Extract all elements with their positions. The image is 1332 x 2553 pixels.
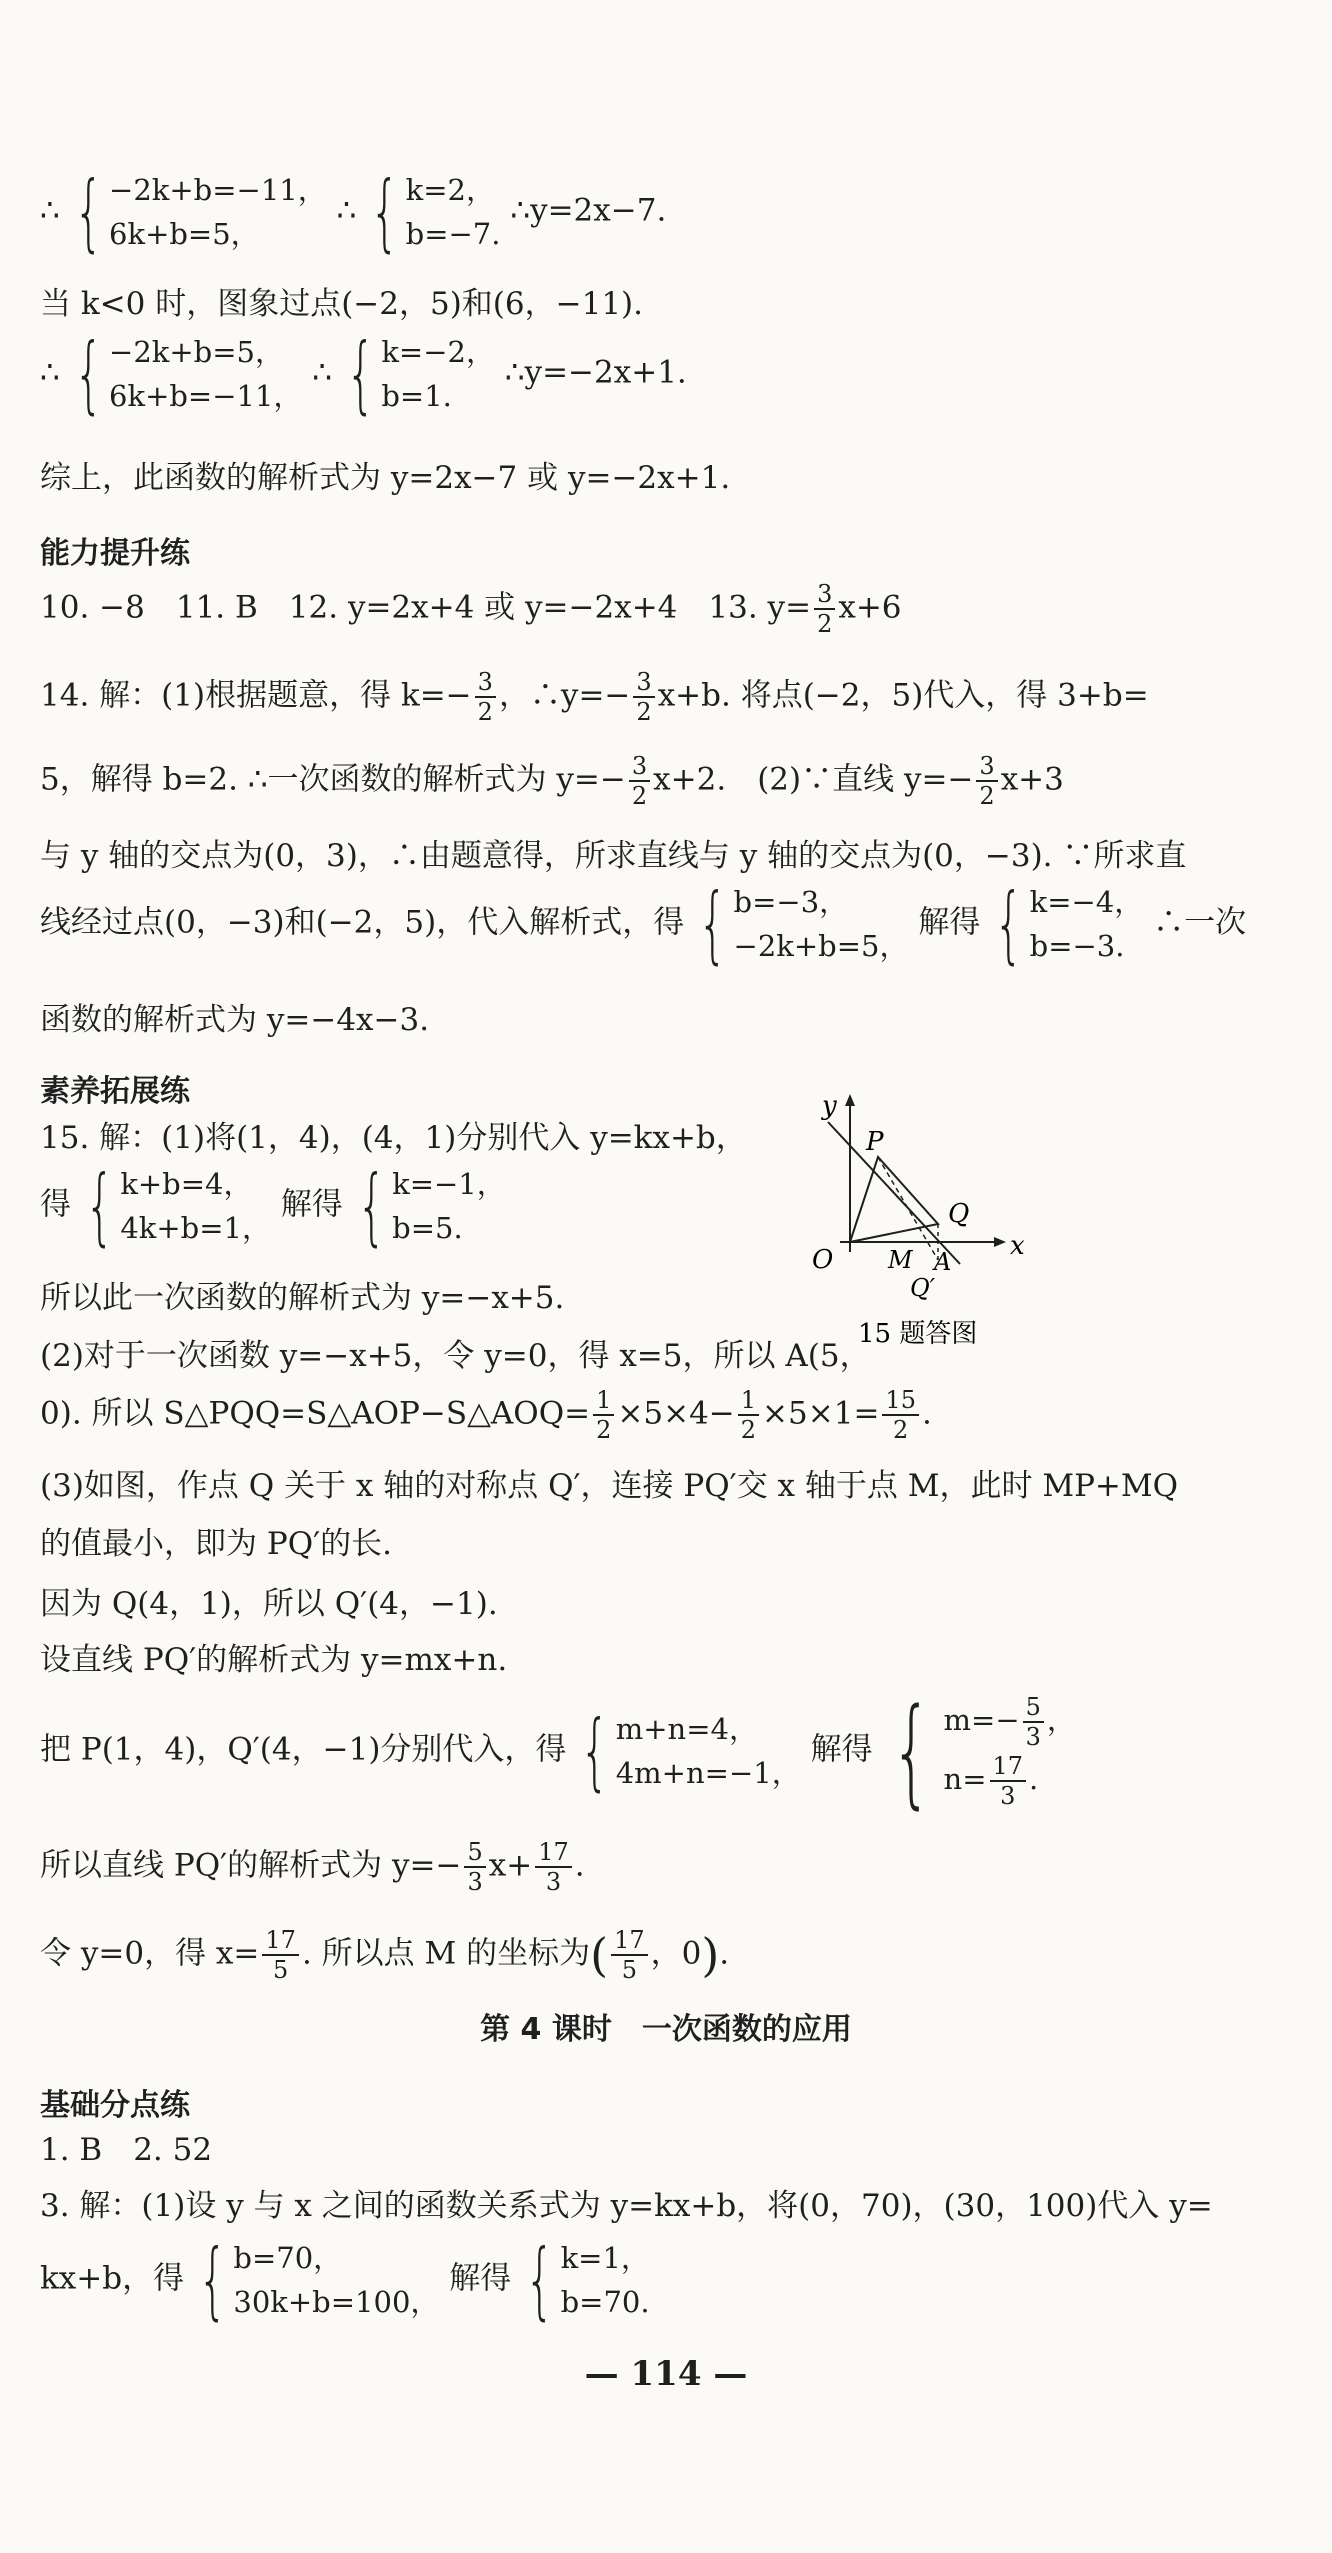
fraction — [611, 1926, 648, 1984]
denominator: 2 — [893, 1416, 909, 1444]
label-q: Q — [948, 1199, 970, 1229]
solution-line — [40, 1838, 585, 1896]
answer-line: 1. B 2. 52 — [40, 2132, 213, 2168]
text-line: 与 y 轴的交点为(0，3)，∴由题意得，所求直线与 y 轴的交点为(0，−3). ∵所求直 — [40, 838, 1187, 874]
text-line: 3. 解：(1)设 y 与 x 之间的函数关系式为 y=kx+b，将(0，70)，(30，100)代入 y= — [40, 2188, 1213, 2224]
system-row: 6k+b=5， — [109, 217, 260, 251]
fraction — [262, 1926, 299, 1984]
text-line: 设直线 PQ′的解析式为 y=mx+n. — [40, 1642, 508, 1678]
fraction — [1023, 1693, 1044, 1751]
system-row: b=5. — [392, 1211, 463, 1245]
system-row: −2k+b=−11， — [109, 173, 327, 207]
equation-result: ∴y=−2x+1. — [504, 354, 687, 391]
text-line: 的值最小，即为 PQ′的长. — [40, 1526, 393, 1562]
equation-system: { k=1， b=70. — [525, 2231, 650, 2329]
numerator: 3 — [475, 668, 496, 698]
text-span: 得 — [40, 1186, 71, 1223]
text-span: x+ — [488, 1847, 533, 1884]
text-span: ×5×1= — [762, 1395, 880, 1432]
equation-result: ∴y=2x−7. — [510, 192, 667, 229]
label-m: M — [888, 1246, 913, 1274]
text-span: m=− — [943, 1703, 1020, 1737]
denominator: 3 — [467, 1868, 483, 1896]
fraction — [629, 752, 650, 810]
fraction — [738, 1386, 759, 1444]
system-row: −2k+b=5， — [733, 929, 909, 963]
section-heading: 素养拓展练 — [40, 1074, 190, 1109]
denominator: 5 — [273, 1956, 289, 1984]
numerator: 5 — [464, 1838, 485, 1868]
text-span: 解得 — [449, 2260, 512, 2297]
text-span: 0). 所以 S△PQQ=S△AOP−S△AOQ= — [40, 1395, 591, 1432]
denominator: 5 — [621, 1956, 637, 1984]
system-row: b=−3. — [1029, 929, 1125, 963]
system-row: −2k+b=5， — [109, 335, 284, 369]
text-span: . — [574, 1847, 585, 1884]
label-x: x — [1010, 1231, 1025, 1261]
text-span: x+6 — [838, 589, 902, 626]
equation-system: { k+b=4， 4k+b=1， — [84, 1157, 271, 1255]
system-row: k=1， — [560, 2241, 650, 2275]
text-span: ，∴y=− — [498, 677, 631, 714]
equation-system: { k=−4， b=−3. — [994, 875, 1144, 973]
text-span: ∴一次 — [1153, 904, 1247, 941]
solution-line — [40, 1926, 729, 1984]
fraction — [882, 1386, 919, 1444]
system-row: b=−3， — [733, 885, 849, 919]
numerator: 17 — [535, 1838, 572, 1868]
label-y: y — [822, 1092, 837, 1121]
system-row — [944, 1692, 1076, 1751]
fraction — [976, 752, 997, 810]
fraction — [990, 1752, 1027, 1810]
therefore-symbol: ∴ — [336, 192, 357, 229]
label-q-prime: Q′ — [910, 1274, 936, 1302]
system-row: k=−2， — [381, 335, 495, 369]
text-span: 解得 — [918, 904, 981, 941]
equation-system: { k=−1， b=5. — [356, 1157, 506, 1255]
label-p: P — [866, 1127, 884, 1157]
equation-system: { b=70， 30k+b=100， — [197, 2231, 440, 2329]
therefore-symbol: ∴ — [40, 354, 60, 391]
fraction — [814, 580, 835, 638]
equation-system: { m=− $\frac{5}{3}$ ， n= $\frac{17}{3}$ . — [891, 1682, 1076, 1820]
fraction — [464, 1838, 485, 1896]
text-span: 把 P(1，4)，Q′(4，−1)分别代入，得 — [40, 1731, 567, 1768]
denominator: 3 — [1025, 1723, 1041, 1751]
system-row: b=−7. — [405, 217, 501, 251]
system-row: k=2， — [405, 173, 495, 207]
numerator: 3 — [814, 580, 835, 610]
text-span: . — [1029, 1762, 1039, 1796]
y-axis-arrow — [845, 1094, 855, 1106]
text-line: 当 k<0 时，图象过点(−2，5)和(6，−11). — [40, 286, 643, 322]
denominator: 2 — [636, 698, 652, 726]
equation-system: { −2k+b=−11， 6k+b=5， — [73, 163, 327, 261]
system-row: 4k+b=1， — [120, 1211, 271, 1245]
text-line: (2)对于一次函数 y=−x+5，令 y=0，得 x=5，所以 A(5， — [40, 1338, 871, 1374]
fraction — [593, 1386, 614, 1444]
section-heading: 基础分点练 — [40, 2088, 190, 2123]
text-span: x+3 — [1000, 761, 1064, 798]
text-line: 因为 Q(4，1)，所以 Q′(4，−1). — [40, 1586, 498, 1622]
x-axis-arrow — [994, 1237, 1006, 1247]
text-span: ，0 — [650, 1935, 702, 1972]
equation-system: { m+n=4， 4m+n=−1， — [580, 1702, 801, 1800]
system-row: b=70， — [233, 2241, 343, 2275]
label-a: A — [934, 1248, 952, 1276]
numerator: 17 — [611, 1926, 648, 1956]
system-row: 6k+b=−11， — [109, 379, 303, 413]
text-span: ×5×4− — [617, 1395, 735, 1432]
denominator: 3 — [1000, 1782, 1016, 1810]
denominator: 2 — [631, 782, 648, 810]
fraction — [535, 1838, 572, 1896]
denominator: 2 — [979, 782, 995, 810]
page-number: — 114 — — [584, 2354, 748, 2394]
text-span: x+b. 将点(−2，5)代入，得 3+b= — [657, 677, 1149, 714]
denominator: 3 — [545, 1868, 562, 1896]
numerator: 17 — [262, 1926, 299, 1956]
therefore-symbol: ∴ — [40, 192, 60, 229]
numerator: 15 — [882, 1386, 919, 1416]
fraction — [633, 668, 654, 726]
text-span: 令 y=0，得 x= — [40, 1935, 260, 1972]
section-heading: 能力提升练 — [40, 536, 190, 571]
text-line: 函数的解析式为 y=−4x−3. — [40, 1002, 430, 1038]
numerator: 5 — [1023, 1693, 1044, 1723]
equation-line-3 — [40, 325, 687, 423]
text-span: 5，解得 b=2. ∴一次函数的解析式为 y=− — [40, 761, 626, 798]
text-span: x+2. (2)∵直线 y=− — [653, 761, 974, 798]
text-span: ， — [1046, 1703, 1076, 1737]
denominator: 2 — [596, 1416, 612, 1444]
system-row: k=−1， — [392, 1167, 506, 1201]
equation-system: { k=−2， b=1. — [345, 325, 495, 423]
system-row: 30k+b=100， — [233, 2285, 440, 2319]
coordinate-figure — [800, 1092, 1130, 1352]
figure-caption: 15 题答图 — [858, 1319, 978, 1349]
equation-system: { −2k+b=5， 6k+b=−11， — [73, 325, 303, 423]
numerator: 3 — [976, 752, 997, 782]
text-span: n= — [943, 1762, 987, 1796]
system-row — [944, 1751, 1076, 1810]
therefore-symbol: ∴ — [312, 354, 333, 391]
text-span: . — [719, 1935, 730, 1972]
lesson-title: 第 4 课时 一次函数的应用 — [480, 2012, 852, 2047]
system-row: k+b=4， — [120, 1167, 253, 1201]
denominator: 2 — [477, 698, 493, 726]
text-span: 解得 — [810, 1731, 873, 1768]
triangle-poq — [850, 1157, 938, 1242]
equation-line-1 — [40, 163, 667, 261]
left-paren: ( — [590, 1928, 609, 1982]
denominator: 2 — [817, 610, 833, 638]
denominator: 2 — [740, 1416, 757, 1444]
solution-line — [40, 668, 1149, 726]
equation-system: { b=−3， −2k+b=5， — [698, 875, 909, 973]
numerator: 3 — [633, 668, 654, 698]
text-line: (3)如图，作点 Q 关于 x 轴的对称点 Q′，连接 PQ′交 x 轴于点 M，此时 MP+MQ — [40, 1468, 1179, 1504]
solution-line — [40, 2231, 650, 2329]
solution-line — [40, 1682, 1076, 1820]
solution-line — [40, 1386, 932, 1444]
answer-line — [40, 580, 902, 638]
text-line: 综上，此函数的解析式为 y=2x−7 或 y=−2x+1. — [40, 460, 731, 496]
solution-line — [40, 752, 1064, 810]
right-paren: ) — [701, 1928, 720, 1982]
text-span: . — [921, 1395, 932, 1432]
system-row: b=1. — [381, 379, 452, 413]
numerator: 1 — [593, 1386, 614, 1416]
text-span: 14. 解：(1)根据题意，得 k=− — [40, 677, 472, 714]
system-row: m+n=4， — [615, 1712, 758, 1746]
label-o: O — [812, 1245, 834, 1275]
numerator: 3 — [629, 752, 650, 782]
fraction — [475, 668, 496, 726]
numerator: 1 — [738, 1386, 759, 1416]
solution-line — [40, 1157, 506, 1255]
numerator: 17 — [990, 1752, 1027, 1782]
system-row: k=−4， — [1029, 885, 1144, 919]
equation-system: { k=2， b=−7. — [370, 163, 501, 261]
system-row: 4m+n=−1， — [615, 1756, 801, 1790]
text-span: 10. −8 11. B 12. y=2x+4 或 y=−2x+4 13. y= — [40, 589, 812, 626]
solution-line — [40, 875, 1247, 973]
text-span: 解得 — [280, 1186, 343, 1223]
system-row: b=70. — [560, 2285, 650, 2319]
text-span: 线经过点(0，−3)和(−2，5)，代入解析式，得 — [40, 904, 685, 941]
text-line: 所以此一次函数的解析式为 y=−x+5. — [40, 1280, 565, 1316]
text-span: . 所以点 M 的坐标为 — [301, 1935, 591, 1972]
text-line: 15. 解：(1)将(1，4)，(4，1)分别代入 y=kx+b， — [40, 1120, 747, 1156]
text-span: kx+b，得 — [40, 2260, 185, 2297]
text-span: 所以直线 PQ′的解析式为 y=− — [40, 1847, 462, 1884]
